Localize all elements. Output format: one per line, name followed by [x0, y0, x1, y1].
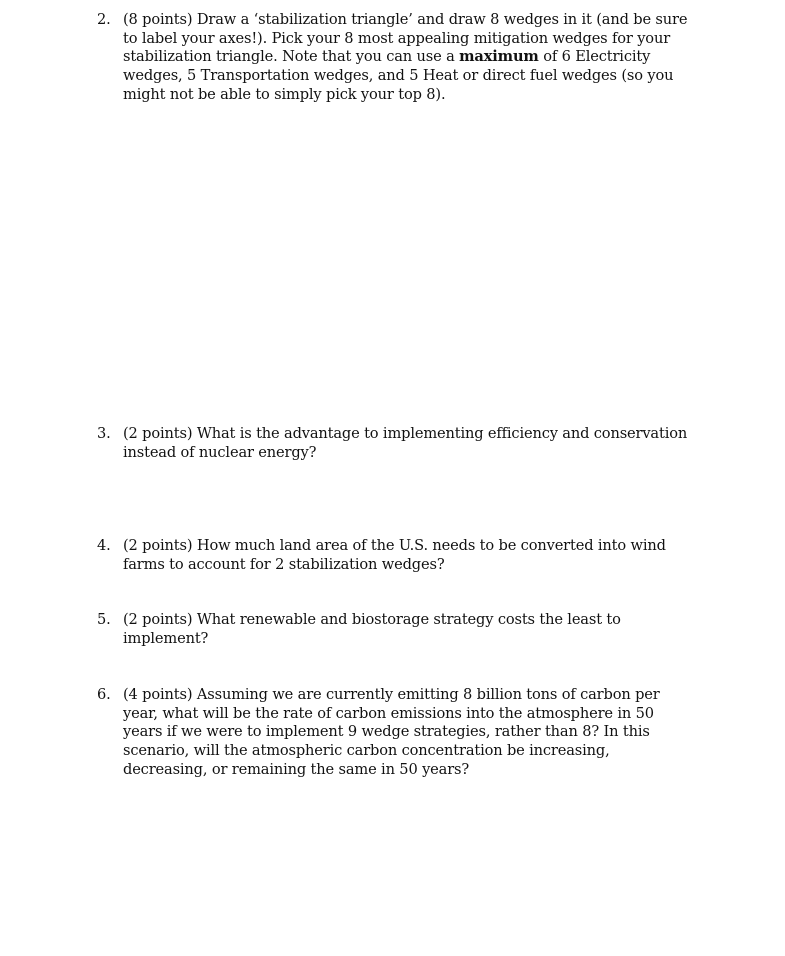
question-5: [97, 611, 697, 648]
question-points: (2 points): [123, 611, 193, 628]
question-text: [123, 11, 697, 105]
question-text: [123, 537, 697, 574]
question-body: Draw a ‘stabilization triangle’ and draw 8 wedges in it (and be sure to label your axes!). Pick your 8 most appealing mitigation wedges for your stabilization triangle. Note that you can use a: [123, 11, 688, 66]
question-number: 3.: [97, 425, 111, 442]
question-number: 6.: [97, 686, 111, 703]
question-points: (2 points): [123, 537, 193, 554]
question-6: [97, 686, 697, 780]
question-points: (4 points): [123, 686, 193, 703]
question-4: [97, 537, 697, 574]
question-number: 2.: [97, 11, 111, 28]
question-body: Assuming we are currently emitting 8 billion tons of carbon per year, what will be the rate of carbon emissions into the atmosphere in 50 years if we were to implement 9 wedge strategies, rather than 8? In this scenario, will the atmospheric carbon concentration be increasing, decreasing, or remaining the same in 50 years?: [123, 686, 660, 778]
question-emphasis: maximum: [459, 48, 539, 66]
question-number: 4.: [97, 537, 111, 554]
question-points: (8 points): [123, 11, 193, 28]
question-body-continued: of 6 Electricity wedges, 5 Transportation wedges, and 5 Heat or direct fuel wedges (so you might not be able to simply pick your top 8).: [123, 48, 674, 103]
question-body: What renewable and biostorage strategy costs the least to implement?: [123, 611, 621, 647]
question-number: 5.: [97, 611, 111, 628]
question-points: (2 points): [123, 425, 193, 442]
question-text: [123, 425, 697, 462]
question-text: [123, 611, 697, 648]
question-text: [123, 686, 697, 780]
question-body: What is the advantage to implementing efficiency and conservation instead of nuclear energy?: [123, 425, 688, 461]
question-3: [97, 425, 697, 462]
question-2: [97, 11, 697, 105]
question-body: How much land area of the U.S. needs to be converted into wind farms to account for 2 stabilization wedges?: [123, 537, 666, 573]
